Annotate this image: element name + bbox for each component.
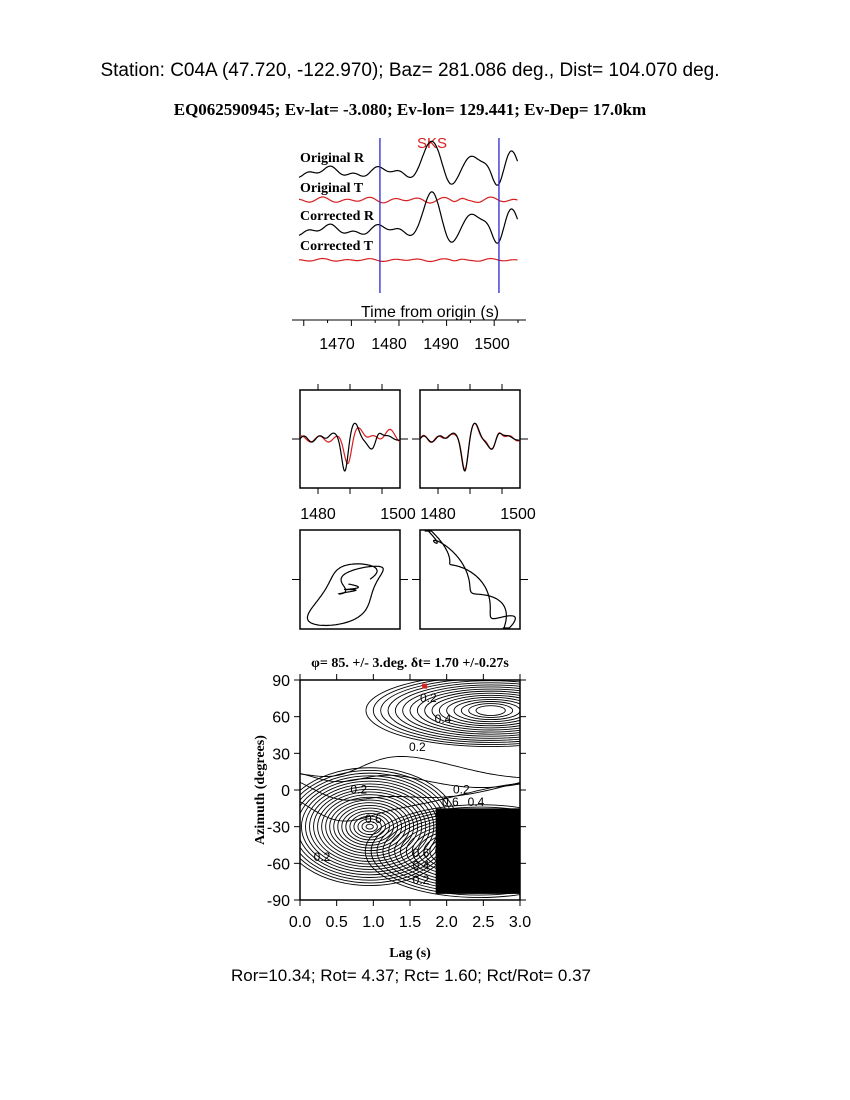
waveform-panel-original — [292, 384, 408, 494]
contour-upper-3 — [454, 699, 527, 721]
azimuth-tick-label-6: -90 — [266, 893, 290, 910]
azimuth-tick-label-1: 60 — [272, 709, 290, 727]
wave-trace-black — [420, 423, 520, 471]
contour-left-21 — [281, 768, 458, 886]
contour-label-12: 0.6 — [412, 846, 430, 861]
contour-label-11: 0.2 — [445, 873, 463, 888]
trace-label-corrected-t: Corrected T — [300, 239, 373, 254]
contour-left-13 — [314, 789, 426, 864]
azimuth-axis-label: Azimuth (degrees) — [253, 735, 268, 845]
contour-label-9: 0.6 — [441, 794, 459, 809]
trace-label-corrected-r: Corrected R — [300, 209, 374, 224]
azimuth-tick-labels — [267, 673, 290, 910]
corrected-t-trace — [299, 259, 518, 262]
azimuth-tick-label-3: 0 — [281, 783, 290, 800]
contour-label-0: 0.2 — [419, 691, 437, 705]
time-tick-label-1470: 1470 — [319, 336, 355, 353]
particle-motion-panel-original — [292, 530, 408, 629]
seismogram-panel — [292, 135, 526, 353]
particle-motion-frame-original — [300, 530, 400, 629]
phase-label: SKS — [416, 135, 448, 152]
contour-label-7: 0.8 — [452, 812, 470, 826]
wave-trace-red — [420, 423, 520, 469]
contour-upper-0 — [476, 706, 505, 716]
time-tick-label-1480: 1480 — [371, 336, 407, 353]
waveform-tick-label-1500-a: 1500 — [380, 506, 416, 523]
waveform-tick-label-1500-b: 1500 — [500, 506, 536, 523]
best-fit-marker — [422, 684, 427, 689]
time-tick-label-1500: 1500 — [474, 336, 510, 353]
waveform-tick-label-1480-a: 1480 — [300, 506, 336, 523]
contour-lines — [281, 675, 615, 898]
contour-label-8: 0.4 — [460, 824, 478, 839]
wave-trace-red — [300, 428, 400, 464]
lag-tick-label-2: 1.0 — [362, 914, 385, 931]
original-t-trace — [299, 197, 518, 203]
contour-panel — [281, 674, 615, 906]
contour-title: φ= 85. +/- 3.deg. δt= 1.70 +/-0.27s — [311, 656, 509, 671]
waveform-panel-corrected — [412, 384, 528, 494]
wave-trace-black — [300, 423, 400, 471]
contour-label-14: 0.2 — [412, 873, 430, 888]
event-title: EQ062590945; Ev-lat= -3.080; Ev-lon= 129.441; Ev-Dep= 17.0km — [173, 100, 647, 119]
azimuth-tick-label-4: -30 — [266, 819, 290, 837]
time-axis-label: Time from origin (s) — [360, 304, 500, 321]
contour-label-13: 0.4 — [412, 858, 430, 873]
lag-tick-label-0: 0.0 — [288, 914, 312, 931]
contour-label-2: 0.2 — [408, 739, 426, 754]
contour-left-8 — [334, 803, 406, 851]
lag-axis-label: Lag (s) — [389, 946, 431, 961]
lag-tick-labels — [289, 914, 531, 931]
contour-label-1: 0.4 — [434, 711, 452, 726]
lag-tick-label-1: 0.5 — [325, 914, 348, 931]
azimuth-tick-label-2: 30 — [272, 746, 290, 764]
contour-upper-2 — [461, 702, 520, 720]
particle-motion-frame-corrected — [420, 530, 520, 629]
particle-motion-path — [425, 531, 516, 628]
lag-tick-label-5: 2.5 — [472, 914, 495, 931]
ratio-summary: Ror=10.34; Rot= 4.37; Rct= 1.60; Rct/Rot= 0.37 — [230, 966, 592, 985]
particle-motion-panel-corrected — [412, 530, 528, 629]
azimuth-tick-label-0: 90 — [272, 673, 290, 690]
contour-label-3: 0.2 — [350, 782, 368, 797]
trace-label-original-t: Original T — [300, 181, 364, 196]
contour-label-4: 0.2 — [452, 782, 470, 797]
station-title: Station: C04A (47.720, -122.970); Baz= 281.086 deg., Dist= 104.070 deg. — [100, 60, 720, 81]
time-tick-label-1490: 1490 — [423, 336, 459, 353]
contour-left-10 — [326, 797, 414, 856]
contour-label-10: 0.2 — [313, 849, 331, 864]
particle-motion-path — [307, 564, 383, 626]
contour-upper-12 — [388, 681, 593, 741]
contour-label-6: 0.6 — [364, 812, 382, 826]
contour-upper-13 — [381, 679, 601, 743]
lag-tick-label-4: 2.0 — [435, 914, 458, 931]
azimuth-tick-label-5: -60 — [266, 856, 290, 874]
trace-label-original-r: Original R — [300, 151, 365, 166]
lag-tick-label-3: 1.5 — [398, 914, 422, 931]
lag-tick-label-6: 3.0 — [508, 914, 532, 931]
waveform-tick-label-1480-b: 1480 — [420, 506, 456, 523]
contour-label-5: 0.4 — [467, 794, 485, 809]
